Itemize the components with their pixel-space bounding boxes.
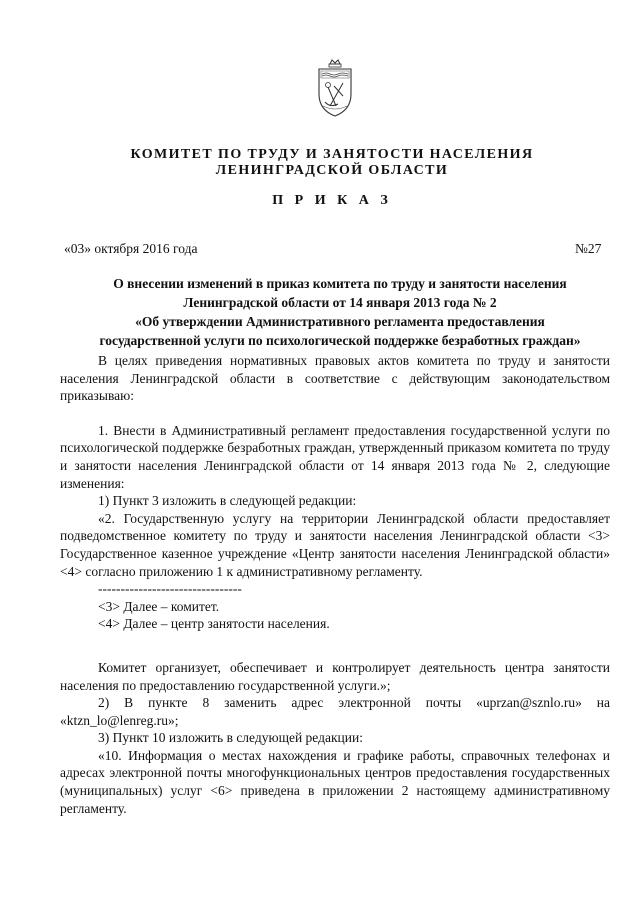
item-1-paragraph: 1. Внести в Административный регламент предоставления государственной услуги по психологической поддержке безработных граждан, утвержденный приказом комитета по труду и занятости населения Ленинградской области от 14 января 2013 года № 2, следующие изменения: <box>60 422 610 491</box>
document-type: П Р И К А З <box>272 193 392 208</box>
quote-paragraph-10: «10. Информация о местах нахождения и графике работы, справочных телефонах и адресах электронной почты многофункциональных центров предоставления государственных (муниципальных) услуг <6> приведена в приложении 2 настоящему административному регламенту. <box>60 747 610 816</box>
quote-paragraph-2: «2. Государственную услугу на территории Ленинградской области предоставляет подведомственное комитету по труду и занятости населения Ленинградской области <3> Государственное казенное учреждение «Центр занятости населения Ленинградской области» <4> согласно приложению 1 к административному регламенту. <box>60 510 610 579</box>
heading-line: О внесении изменений в приказ комитета по труду и занятости населения <box>113 276 567 291</box>
organization-name-line1: КОМИТЕТ ПО ТРУДУ И ЗАНЯТОСТИ НАСЕЛЕНИЯ <box>130 147 534 162</box>
footnote-separator: -------------------------------- <box>98 581 242 597</box>
order-number: №27 <box>575 241 602 256</box>
preamble-paragraph: В целях приведения нормативных правовых актов комитета по труду и занятости населения Ленинградской области в соответствие с действующим законодательством приказываю: <box>60 353 610 404</box>
order-date: «03» октября 2016 года <box>64 241 198 256</box>
footnote-3: <3> Далее – комитет. <box>98 598 220 614</box>
subitem-2-paragraph: 2) В пункте 8 заменить адрес электронной почты «uprzan@sznlo.ru» на «ktzn_lo@lenreg.ru»; <box>60 695 610 728</box>
coat-of-arms-icon <box>316 58 354 118</box>
heading-line: Ленинградской области от 14 января 2013 года № 2 <box>183 295 497 310</box>
footnote-4: <4> Далее – центр занятости населения. <box>98 616 330 632</box>
subitem-3-paragraph: 3) Пункт 10 изложить в следующей редакции: <box>98 730 363 746</box>
heading-line: «Об утверждении Административного регламента предоставления <box>135 314 545 329</box>
committee-paragraph: Комитет организует, обеспечивает и контролирует деятельность центра занятости населения по предоставлению государственной услуги.»; <box>60 659 610 693</box>
heading-line: государственной услуги по психологической поддержке безработных граждан» <box>99 333 581 348</box>
order-body <box>60 352 610 817</box>
subitem-1-paragraph: 1) Пункт 3 изложить в следующей редакции: <box>98 493 357 509</box>
organization-name-line2: ЛЕНИНГРАДСКОЙ ОБЛАСТИ <box>215 163 449 178</box>
order-heading <box>60 274 620 350</box>
